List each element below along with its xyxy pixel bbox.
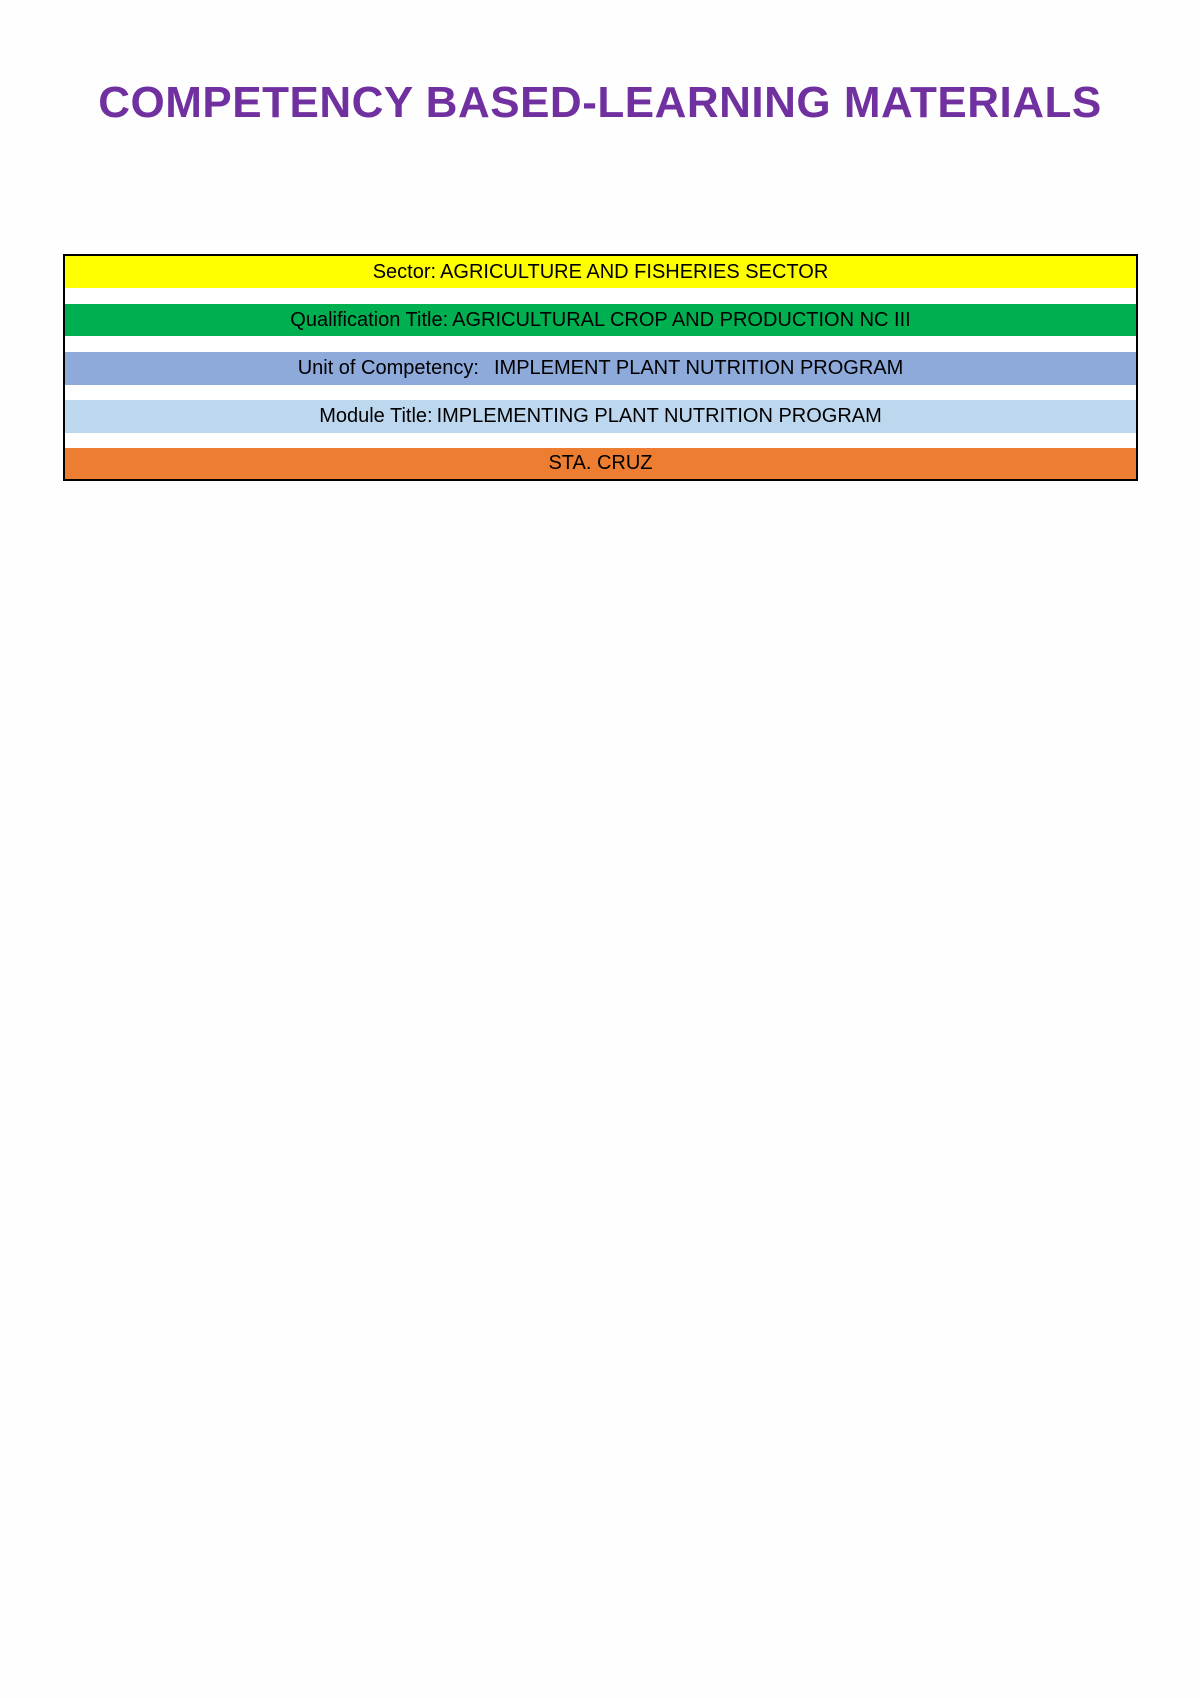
location-row [65, 448, 1136, 479]
unit-of-competency-label: Unit of Competency: [297, 357, 479, 379]
module-title-row [65, 400, 1136, 433]
unit-of-competency-row [65, 352, 1136, 385]
qualification-title-label: Qualification Title: [290, 308, 449, 331]
sector-value: AGRICULTURE AND FISHERIES SECTOR [440, 260, 829, 283]
location-value: STA. CRUZ [548, 452, 653, 474]
info-table [63, 254, 1138, 481]
module-title-value: IMPLEMENTING PLANT NUTRITION PROGRAM [436, 405, 882, 427]
module-title-label: Module Title: [319, 405, 433, 427]
sector-label: Sector: [372, 260, 437, 283]
qualification-title-value: AGRICULTURAL CROP AND PRODUCTION NC III [452, 308, 911, 331]
page-title: COMPETENCY BASED-LEARNING MATERIALS [98, 78, 1102, 127]
sector-row [65, 256, 1136, 288]
qualification-title-row [65, 304, 1136, 336]
unit-of-competency-value: IMPLEMENT PLANT NUTRITION PROGRAM [482, 357, 904, 379]
